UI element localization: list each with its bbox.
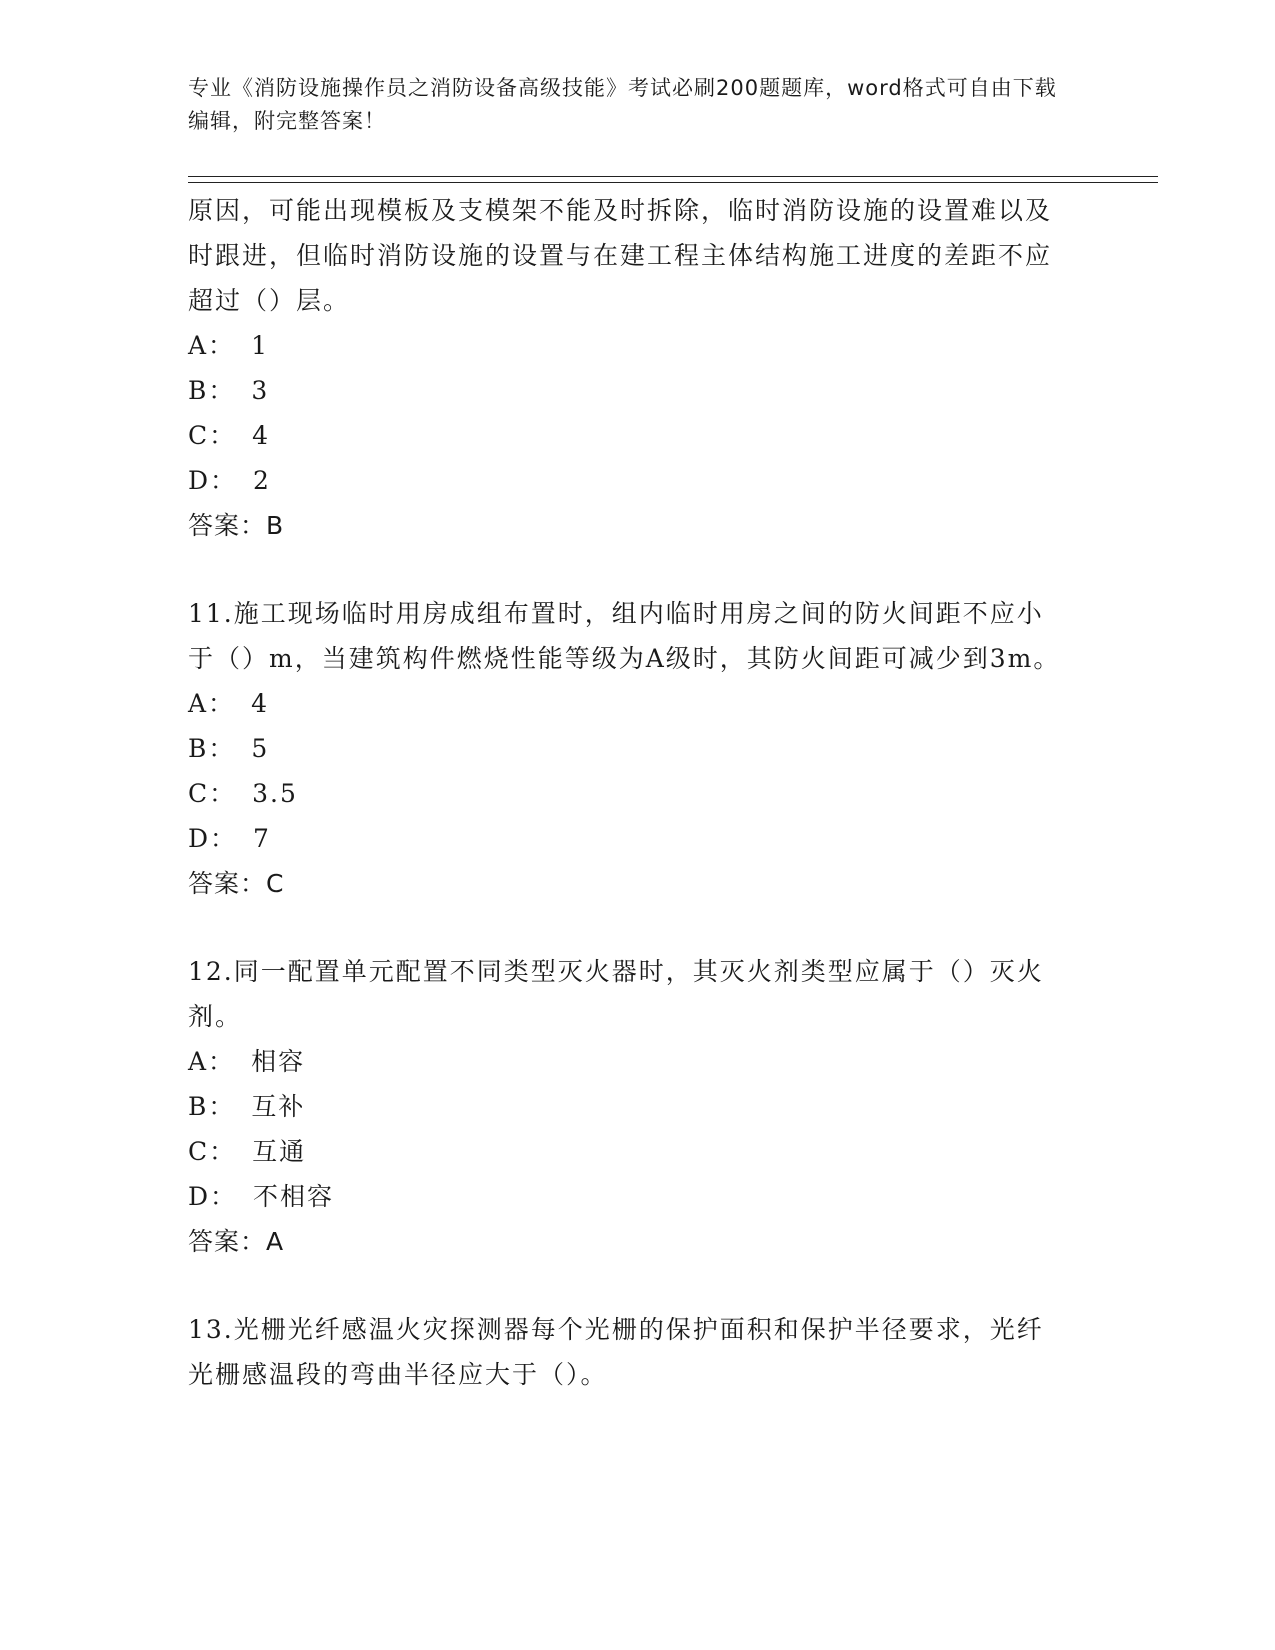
option-key: B： [188,376,236,405]
question-stem: 原因，可能出现模板及支模架不能及时拆除，临时消防设施的设置难以及时跟进，但临时消防设施的设置与在建工程主体结构施工进度的差距不应超过（）层。 [188,196,1053,315]
option-value: 互补 [251,1092,306,1121]
option-a [188,1039,1068,1084]
option-d [188,1174,1068,1219]
option-key: A： [188,331,236,360]
spacer [188,548,1068,591]
option-value: 3 [251,376,270,405]
option-value: 互通 [252,1137,307,1166]
option-d [188,816,1068,861]
option-value: 7 [253,824,271,853]
question-stem: 11.施工现场临时用房成组布置时，组内临时用房之间的防火间距不应小于（）m，当建筑构件燃烧性能等级为A级时，其防火间距可减少到3m。 [188,599,1061,673]
option-value: 相容 [251,1047,306,1076]
header-rule-bottom [188,182,1158,183]
option-value: 5 [251,734,270,763]
option-value: 4 [252,421,271,450]
option-d [188,458,1068,503]
question-list [188,188,1068,1397]
option-a [188,681,1068,726]
header-rule-top [188,176,1158,177]
question-item [188,591,1068,906]
question-item [188,949,1068,1264]
question-item [188,1307,1068,1397]
question-item [188,188,1068,548]
option-value: 2 [253,466,271,495]
question-stem: 12.同一配置单元配置不同类型灭火器时，其灭火剂类型应属于（）灭火剂。 [188,957,1044,1031]
option-value: 不相容 [253,1182,335,1211]
option-b [188,726,1068,771]
option-c [188,1129,1068,1174]
spacer [188,1264,1068,1307]
document-header: 专业《消防设施操作员之消防设备高级技能》考试必刷200题题库，word格式可自由下载编辑，附完整答案！ [188,76,1057,133]
option-b [188,368,1068,413]
spacer [188,906,1068,949]
option-c [188,413,1068,458]
option-key: D： [188,1182,238,1211]
answer-line: 答案：A [188,1227,285,1256]
option-key: B： [188,1092,236,1121]
option-b [188,1084,1068,1129]
option-value: 4 [251,689,269,718]
option-c [188,771,1068,816]
question-stem: 13.光栅光纤感温火灾探测器每个光栅的保护面积和保护半径要求，光纤光栅感温段的弯曲半径应大于（）。 [188,1315,1044,1389]
option-value: 3.5 [252,779,298,808]
option-key: C： [188,421,237,450]
option-key: C： [188,779,237,808]
answer-line: 答案：B [188,511,285,540]
option-key: A： [188,689,236,718]
option-key: B： [188,734,236,763]
option-key: D： [188,466,238,495]
option-a [188,323,1068,368]
option-key: D： [188,824,238,853]
answer-line: 答案：C [188,869,285,898]
option-key: C： [188,1137,237,1166]
option-key: A： [188,1047,236,1076]
option-value: 1 [251,331,269,360]
